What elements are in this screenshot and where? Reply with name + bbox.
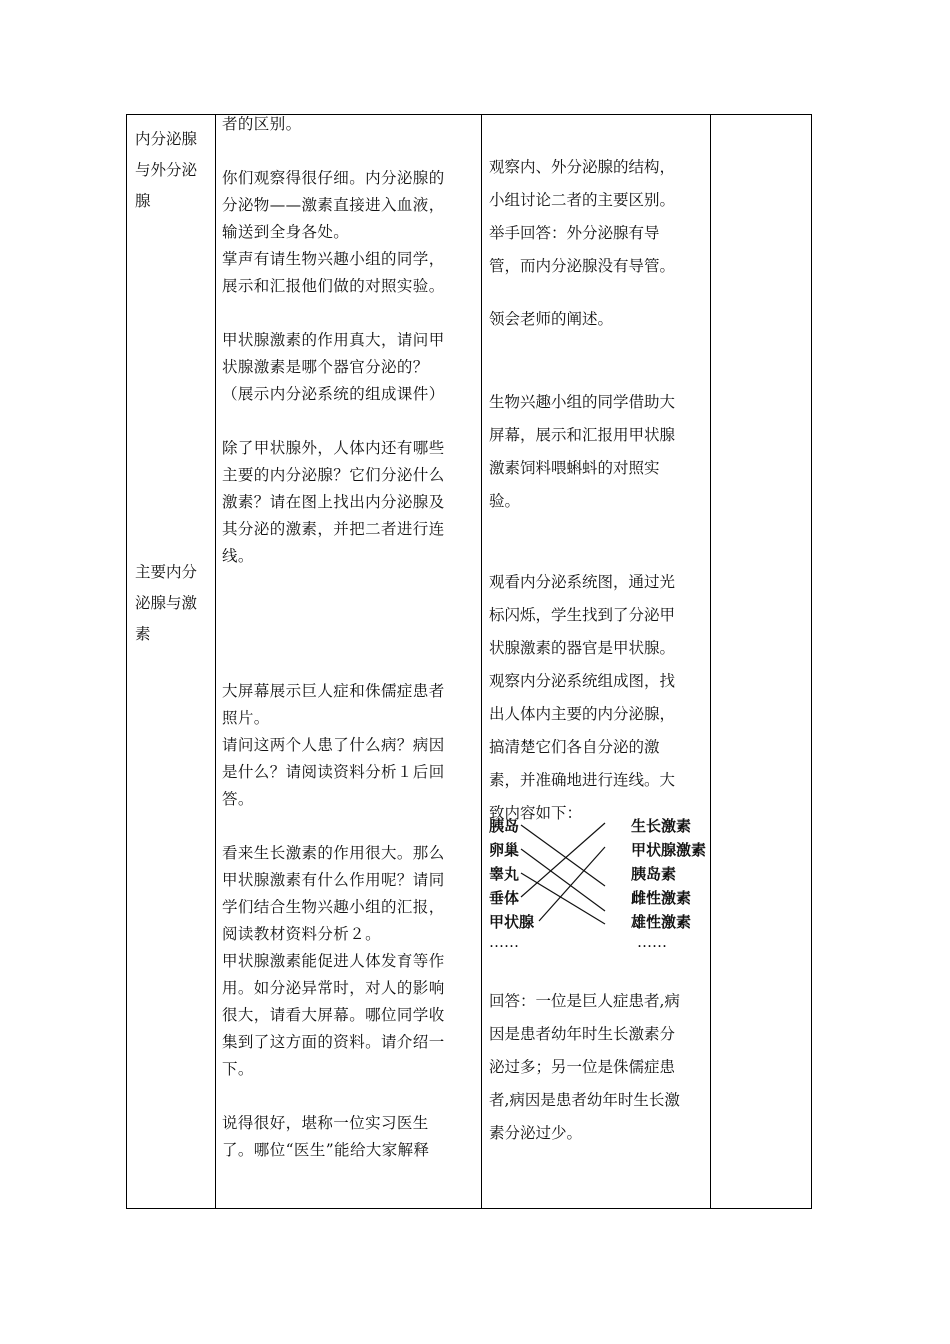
teacher-text-line: （展示内分泌系统的组成课件） (222, 385, 445, 403)
teacher-text-line: 看来生长激素的作用很大。那么 (222, 844, 445, 862)
text-line: 状腺激素的器官是甲状腺。 (489, 639, 676, 657)
text-line: 生物兴趣小组的同学借助大 (489, 393, 676, 411)
teacher-text-line: 答。 (222, 790, 254, 808)
text-line: 素，并准确地进行连线。大 (489, 771, 676, 789)
text-line: 小组讨论二者的主要区别。 (489, 191, 676, 209)
label-line: 内分泌腺 (135, 130, 198, 148)
teacher-text-line: 分泌物——激素直接进入血液， (222, 196, 445, 214)
text-line: 观察内、外分泌腺的结构， (489, 158, 676, 176)
text-line: 搞清楚它们各自分泌的激 (489, 738, 660, 756)
teacher-text-line: 线。 (222, 547, 254, 565)
hormone-growth: 生长激素 (631, 817, 692, 835)
teacher-text-line (222, 138, 478, 165)
teacher-text-line (222, 570, 478, 597)
text-line: 出人体内主要的内分泌腺， (489, 705, 676, 723)
teacher-text-line: 用。如分泌异常时，对人的影响 (222, 979, 445, 997)
gland-more: …… (489, 933, 519, 951)
student-block-discuss (489, 151, 709, 283)
student-block-experiment (489, 386, 709, 518)
teacher-text-line: 照片。 (222, 709, 270, 727)
teacher-text-line: 输送到全身各处。 (222, 223, 350, 241)
label-line: 泌腺与激 (135, 594, 198, 612)
teacher-text-line: 了。哪位“医生”能给大家解释 (222, 1141, 430, 1159)
text-line: 标闪烁，学生找到了分泌甲 (489, 606, 676, 624)
teacher-text-line: 下。 (222, 1060, 254, 1078)
match-line (539, 847, 605, 921)
text-line: 举手回答：外分泌腺有导 (489, 224, 660, 242)
teacher-text-line: 激素？请在图上找出内分泌腺及 (222, 493, 445, 511)
gland-hormone-matching-diagram (487, 811, 711, 957)
hormone-thyroid: 甲状腺激素 (631, 841, 707, 859)
teacher-text-line (222, 813, 478, 840)
label-line: 素 (135, 625, 151, 643)
text-line: 领会老师的阐述。 (489, 310, 614, 328)
hormone-androgen: 雄性激素 (631, 913, 692, 931)
teacher-text-line: 其分泌的激素，并把二者进行连 (222, 520, 445, 538)
text-line: 泌过多；另一位是侏儒症患 (489, 1058, 676, 1076)
gland-thyroid: 甲状腺 (489, 913, 535, 931)
teacher-text-line (222, 1083, 478, 1110)
text-line: 屏幕，展示和汇报用甲状腺 (489, 426, 676, 444)
text-line: 管，而内分泌腺没有导管。 (489, 257, 676, 275)
column-divider (215, 115, 216, 1208)
text-line: 因是患者幼年时生长激素分 (489, 1025, 676, 1043)
text-line: 者,病因是患者幼年时生长激 (489, 1091, 680, 1109)
student-block-understand (489, 304, 709, 335)
teacher-text-line: 大屏幕展示巨人症和侏儒症患者 (222, 682, 445, 700)
label-line: 腺 (135, 192, 151, 210)
hormone-insulin: 胰岛素 (631, 865, 677, 883)
text-line: 验。 (489, 492, 521, 510)
teacher-text-line (222, 408, 478, 435)
text-line: 回答：一位是巨人症患者,病 (489, 992, 680, 1010)
teacher-text-line: 阅读教材资料分析２。 (222, 925, 382, 943)
teacher-activity-text (222, 111, 478, 1164)
teacher-text-line: 甲状腺激素的作用真大，请问甲 (222, 331, 445, 349)
teacher-text-line: 说得很好，堪称一位实习医生 (222, 1114, 429, 1132)
teacher-text-line: 主要的内分泌腺？它们分泌什么 (222, 466, 445, 484)
teacher-text-line: 很大，请看大屏幕。哪位同学收 (222, 1006, 445, 1024)
teacher-text-line (222, 300, 478, 327)
teacher-text-line: 甲状腺激素有什么作用呢？请同 (222, 871, 445, 889)
teacher-text-line: 状腺激素是哪个器官分泌的？ (222, 358, 429, 376)
teacher-text-line: 者的区别。 (222, 115, 302, 133)
student-block-answer (489, 985, 709, 1150)
teacher-text-line: 甲状腺激素能促进人体发育等作 (222, 952, 445, 970)
text-line: 素分泌过少。 (489, 1124, 583, 1142)
section-label-main-glands (135, 557, 197, 650)
label-line: 主要内分 (135, 563, 198, 581)
teacher-text-line: 展示和汇报他们做的对照实验。 (222, 277, 445, 295)
text-line: 观察内分泌系统组成图，找 (489, 672, 676, 690)
text-line: 致内容如下： (489, 804, 583, 822)
teacher-text-line: 你们观察得很仔细。内分泌腺的 (222, 169, 445, 187)
teacher-text-line: 是什么？请阅读资料分析１后回 (222, 763, 445, 781)
teacher-text-line (222, 651, 478, 678)
teacher-text-line: 请问这两个人患了什么病？病因 (222, 736, 445, 754)
section-label-endocrine-exocrine (135, 124, 197, 217)
gland-ovary: 卵巢 (489, 841, 520, 859)
column-divider (710, 115, 711, 1208)
label-line: 与外分泌 (135, 161, 198, 179)
teacher-text-line: 学们结合生物兴趣小组的汇报， (222, 898, 445, 916)
hormone-more: …… (637, 933, 667, 951)
teacher-text-line (222, 597, 478, 624)
student-block-observe (489, 566, 709, 830)
gland-islets: 胰岛 (489, 817, 520, 835)
teacher-text-line: 除了甲状腺外，人体内还有哪些 (222, 439, 445, 457)
gland-pituitary: 垂体 (489, 889, 520, 907)
column-divider (481, 115, 482, 1208)
gland-testis: 睾丸 (489, 865, 520, 883)
text-line: 激素饲料喂蝌蚪的对照实 (489, 459, 660, 477)
teacher-text-line: 集到了这方面的资料。请介绍一 (222, 1033, 445, 1051)
hormone-estrogen: 雌性激素 (631, 889, 692, 907)
teacher-text-line: 掌声有请生物兴趣小组的同学， (222, 250, 445, 268)
text-line: 观看内分泌系统图，通过光 (489, 573, 676, 591)
teacher-text-line (222, 624, 478, 651)
